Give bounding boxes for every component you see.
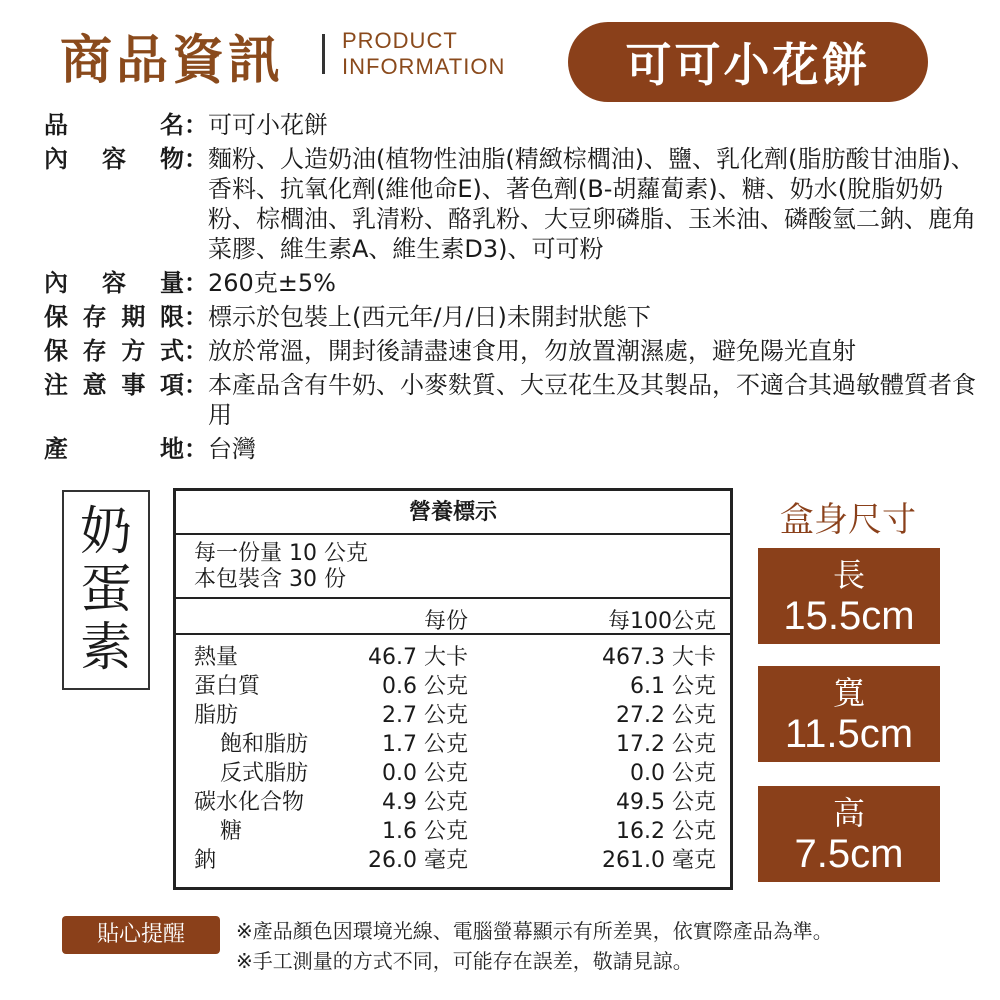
- info-row-net-weight: [44, 268, 984, 298]
- info-row-ingredients: [44, 144, 984, 264]
- nutrient-per-100g: 467.3 大卡: [602, 645, 716, 670]
- nutrition-row: [176, 817, 730, 846]
- nutrition-row: [176, 730, 730, 759]
- nutrition-row: [176, 701, 730, 730]
- box-size-height: [758, 786, 940, 882]
- nutrition-row: [176, 672, 730, 701]
- tips-lines: [236, 916, 833, 976]
- info-label: 內容量: [44, 269, 184, 297]
- nutrition-row: [176, 846, 730, 875]
- info-label: 內容物: [44, 145, 184, 173]
- box-size-value: 11.5cm: [784, 712, 914, 756]
- info-label: 注意事項: [44, 371, 184, 399]
- info-row-notice: [44, 370, 984, 430]
- nutrient-per-100g: 6.1 公克: [630, 674, 716, 699]
- info-row-name: [44, 110, 984, 140]
- nutrition-table: [173, 488, 733, 890]
- info-value: 標示於包裝上(西元年/月/日)未開封狀態下: [208, 303, 651, 331]
- tip-line: ※產品顏色因環境光線、電腦螢幕顯示有所差異，依實際產品為準。: [236, 919, 833, 943]
- info-row-shelf-life: [44, 302, 984, 332]
- nutrient-per-serving: 1.7 公克: [382, 732, 468, 757]
- nutrient-name: 糖: [220, 819, 243, 844]
- nutrient-per-100g: 27.2 公克: [616, 703, 716, 728]
- serving-size: 每一份量 10 公克: [194, 541, 368, 566]
- nutrition-row: [176, 788, 730, 817]
- servings-per-pack: 本包裝含 30 份: [194, 567, 346, 592]
- tip-line: ※手工測量的方式不同，可能存在誤差，敬請見諒。: [236, 949, 693, 973]
- info-colon: ：: [184, 303, 208, 331]
- nutrient-per-serving: 2.7 公克: [382, 703, 468, 728]
- info-label: 保存方式: [44, 337, 184, 365]
- box-size-width: [758, 666, 940, 762]
- header-english-line1: PRODUCT: [342, 28, 458, 53]
- info-label: 品 名: [44, 111, 184, 139]
- info-value: 本產品含有牛奶、小麥麩質、大豆花生及其製品，不適合其過敏體質者食用: [208, 371, 976, 429]
- box-size-value: 7.5cm: [794, 832, 904, 876]
- info-colon: ：: [184, 111, 208, 139]
- box-size-label: 長: [832, 556, 865, 594]
- product-name-pill: 可可小花餅: [568, 22, 928, 102]
- nutrient-name: 蛋白質: [194, 674, 261, 699]
- nutrient-name: 碳水化合物: [194, 790, 305, 815]
- nutrient-name: 反式脂肪: [220, 761, 309, 786]
- header-english: [342, 28, 505, 80]
- info-colon: ：: [184, 145, 208, 173]
- nutrient-per-100g: 49.5 公克: [616, 790, 716, 815]
- header-english-line2: INFORMATION: [342, 54, 506, 79]
- nutrient-per-serving: 4.9 公克: [382, 790, 468, 815]
- vegetarian-char: 蛋: [79, 560, 132, 620]
- vegetarian-label: [62, 490, 150, 690]
- info-value: 放於常溫，開封後請盡速食用，勿放置潮濕處，避免陽光直射: [208, 337, 856, 365]
- info-colon: ：: [184, 337, 208, 365]
- nutrition-serving: [176, 535, 730, 599]
- nutrition-row: [176, 643, 730, 672]
- info-value: 可可小花餅: [208, 111, 328, 139]
- info-label: 保存期限: [44, 303, 184, 331]
- product-info-list: [44, 110, 984, 468]
- nutrient-per-serving: 0.6 公克: [382, 674, 468, 699]
- nutrition-row: [176, 759, 730, 788]
- nutrient-name: 飽和脂肪: [220, 732, 309, 757]
- nutrient-per-100g: 17.2 公克: [616, 732, 716, 757]
- nutrient-per-100g: 0.0 公克: [630, 761, 716, 786]
- info-colon: ：: [184, 371, 208, 399]
- info-row-storage: [44, 336, 984, 366]
- info-colon: ：: [184, 269, 208, 297]
- nutrient-per-serving: 0.0 公克: [382, 761, 468, 786]
- box-size-title: 盒身尺寸: [780, 500, 916, 540]
- info-value: 台灣: [208, 435, 256, 463]
- nutrient-per-serving: 46.7 大卡: [368, 645, 468, 670]
- nutrient-per-100g: 16.2 公克: [616, 819, 716, 844]
- info-label: 產 地: [44, 435, 184, 463]
- nutrient-per-100g: 261.0 毫克: [602, 848, 716, 873]
- info-row-origin: [44, 434, 984, 464]
- column-per-serving: 每份: [423, 609, 468, 634]
- tips-badge: 貼心提醒: [62, 916, 220, 954]
- box-size-label: 高: [832, 794, 865, 832]
- nutrient-per-serving: 1.6 公克: [382, 819, 468, 844]
- column-per-100g: 每100公克: [608, 609, 716, 634]
- nutrient-name: 熱量: [194, 645, 239, 670]
- nutrient-per-serving: 26.0 毫克: [368, 848, 468, 873]
- box-size-value: 15.5cm: [783, 594, 915, 638]
- header-divider: [322, 34, 325, 74]
- info-value: 260克±5%: [208, 269, 336, 297]
- header-title: 商品資訊: [60, 31, 285, 91]
- nutrition-title: 營養標示: [176, 491, 730, 535]
- box-size-length: [758, 548, 940, 644]
- nutrient-name: 鈉: [194, 848, 217, 873]
- info-value: 麵粉、人造奶油(植物性油脂(精緻棕櫚油)、鹽、乳化劑(脂肪酸甘油脂)、香料、抗氧化劑(維他命E)、著色劑(B-胡蘿蔔素)、糖、奶水(脫脂奶奶粉、棕櫚油、乳清粉、酪乳粉、大豆卵磷脂、玉米油、磷酸氫二鈉、鹿角菜膠、維生素A、維生素D3)、可可粉: [208, 145, 976, 263]
- nutrient-name: 脂肪: [194, 703, 239, 728]
- nutrition-rows: [176, 635, 730, 875]
- box-size-label: 寬: [832, 674, 865, 712]
- vegetarian-char: 素: [79, 618, 132, 678]
- info-colon: ：: [184, 435, 208, 463]
- nutrition-column-headers: [176, 599, 730, 635]
- vegetarian-char: 奶: [79, 502, 132, 562]
